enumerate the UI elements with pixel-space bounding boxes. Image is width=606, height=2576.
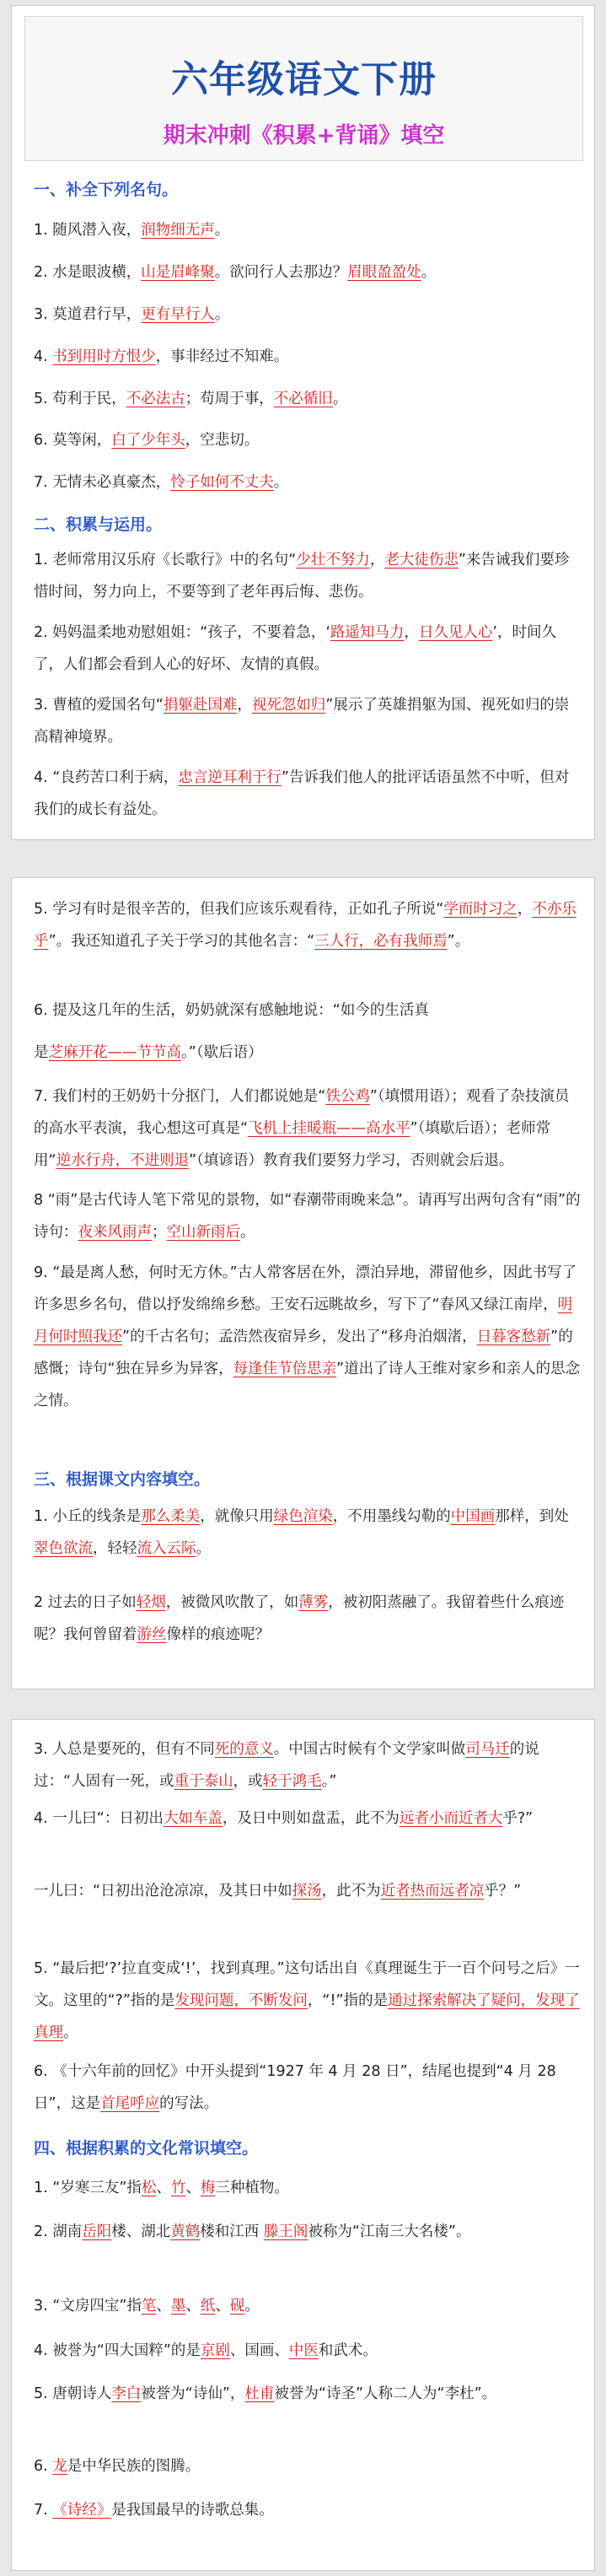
question-text: 8 “雨”是古代诗人笔下常见的景物，如“春潮带雨晚来急”。请再写出两句含有“雨”的诗句：	[34, 1192, 581, 1241]
answer-text: 逆水行舟，不进则退	[56, 1152, 190, 1169]
question-text: 。	[421, 264, 437, 281]
question-text: ”（填歇后语）；老师常用“	[34, 1120, 551, 1169]
section-heading: 三、根据课文内容填空。	[34, 1470, 211, 1489]
question-item	[34, 1184, 582, 1248]
question-text: ”道出了诗人王维对家乡和亲人的思念之情。	[34, 1361, 581, 1409]
question-text: 3. 曹植的爱国名句“	[34, 697, 164, 714]
question-text: 楼、湖北	[111, 2223, 171, 2240]
answer-text: 发现问题，不断发问	[174, 1992, 308, 2009]
question-text: ；苟周于事，	[185, 391, 274, 407]
question-text: ”。	[447, 933, 470, 950]
title-box	[24, 16, 583, 161]
answer-text: 润物细无声	[141, 222, 215, 239]
question-item	[34, 1257, 582, 1417]
question-text: 5. 苟利于民，	[34, 391, 126, 407]
answer-text: 探汤	[292, 1883, 322, 1900]
answer-text: 京剧	[200, 2342, 230, 2359]
answer-text: 老大徒伤悲	[384, 552, 459, 569]
question-item	[34, 341, 582, 373]
answer-text: 少壮不努力	[296, 552, 370, 569]
answer-text: 《诗经》	[52, 2502, 112, 2519]
question-item	[34, 893, 582, 957]
answer-text: 不亦乐乎	[34, 901, 577, 950]
answer-text: 砚	[229, 2298, 245, 2315]
question-text: ，轻轻	[93, 1540, 137, 1557]
question-item	[34, 689, 582, 753]
answer-text: 忠言逆耳利于行	[178, 769, 282, 786]
answer-text: 岳阳	[82, 2223, 112, 2240]
question-text: 2. 妈妈温柔地劝慰姐姐：“孩子，不要着急，‘	[34, 624, 330, 641]
question-item	[34, 994, 582, 1027]
answer-text: 流入云际	[137, 1540, 196, 1557]
question-text: 三种植物。	[215, 2180, 289, 2196]
question-item	[34, 1803, 582, 1835]
answer-text: 绿色渲染	[273, 1508, 333, 1525]
question-item	[34, 1501, 582, 1565]
question-text: ，	[369, 552, 385, 569]
question-text: ”告诉我们他人的批评话语虽然不中听，但对我们的成长有益处。	[34, 769, 570, 818]
question-text: 3. 人总是要死的，但有不同	[34, 1741, 215, 1758]
question-text: ，不用墨线勾勒的	[332, 1508, 451, 1525]
answer-text: 杜甫	[244, 2385, 275, 2402]
question-text: 1. “岁寒三友”指	[34, 2180, 142, 2196]
answer-text: 空山新雨后	[166, 1224, 240, 1241]
question-text: ’，时间久了，人们都会看到人心的好坏、友情的真假。	[34, 624, 556, 673]
question-text: 。欲问行人去那边？	[214, 264, 348, 281]
question-text: 楼和江西	[200, 2223, 264, 2240]
answer-text: 不必循旧	[273, 391, 333, 407]
question-text: 、	[185, 2298, 201, 2315]
section-heading: 四、根据积累的文化常识填空。	[34, 2139, 259, 2158]
question-text: ”（填谚语）教育我们要努力学习，否则就会后退。	[189, 1152, 514, 1169]
question-item	[34, 2056, 582, 2120]
answer-text: 龙	[52, 2458, 67, 2475]
question-item	[34, 2450, 582, 2482]
question-item	[34, 2172, 582, 2204]
question-text: ，	[404, 624, 419, 641]
question-text: ，或	[233, 1773, 263, 1790]
question-item	[34, 256, 582, 288]
answer-text: 死的意义	[214, 1741, 274, 1758]
question-item	[34, 2216, 582, 2248]
question-text: 是中华民族的图腾。	[67, 2458, 201, 2475]
question-text: 2. 水是眼波横，	[34, 264, 142, 281]
question-text: 4. 被誉为“四大国粹”的是	[34, 2342, 201, 2359]
question-text: 像样的痕迹呢？	[166, 1626, 270, 1643]
question-text: ，被初阳蒸融了。我留着些什么痕迹呢？我何曾留着	[34, 1594, 565, 1643]
question-text: 6.	[34, 2458, 53, 2475]
answer-text: 眉眼盈盈处	[347, 264, 421, 281]
question-text: 。”（歇后语）	[181, 1044, 263, 1061]
question-text: 。”	[321, 1773, 337, 1790]
question-text: 、	[185, 2180, 201, 2196]
question-text: 和武术。	[318, 2342, 378, 2359]
question-text: 、	[215, 2298, 230, 2315]
answer-text: 笔	[141, 2298, 157, 2315]
question-text: 。	[214, 306, 230, 323]
question-text: 3. 莫道君行早，	[34, 306, 142, 323]
question-text: 被誉为“诗仙”，	[141, 2385, 245, 2402]
question-item	[34, 2335, 582, 2367]
question-text: 1. 随风潜入夜，	[34, 222, 142, 239]
question-item	[34, 383, 582, 415]
question-text: ，空悲切。	[185, 432, 260, 449]
answer-text: 视死忽如归	[251, 697, 326, 714]
question-text: 7.	[34, 2502, 53, 2519]
answer-text: 怜子如何不丈夫	[170, 474, 274, 491]
question-text: 被誉为“诗圣”人称二人为“李杜”。	[274, 2385, 497, 2402]
answer-text: 中国画	[450, 1508, 496, 1525]
answer-text: 捐躯赴国难	[163, 697, 238, 714]
card-1	[11, 5, 595, 840]
question-text: 5. “最后把‘?’拉直变成‘!’，找到真理。”这句话出自《真理诞生于一百个问号之后》一文。这里的“?”指的是	[34, 1960, 580, 2009]
question-text: 。	[332, 391, 348, 407]
question-text: 7. 我们村的王奶奶十分抠门，人们都说她是“	[34, 1088, 326, 1105]
answer-text: 轻于鸿毛	[262, 1773, 322, 1790]
question-text: ，此不为	[321, 1883, 381, 1900]
question-text: ，事非经过不知难。	[155, 348, 289, 365]
question-text: ，被微风吹散了，如	[165, 1594, 299, 1611]
question-text: ，	[517, 901, 533, 918]
answer-text: 薄雾	[298, 1594, 329, 1611]
question-item	[34, 1875, 582, 1907]
answer-text: 不必法古	[126, 391, 185, 407]
question-text: 6. 《十六年前的回忆》中开头提到“1927 年 4 月 28 日”，结尾也提到“4 月 28 日”，这是	[34, 2063, 556, 2112]
question-text: 一儿曰：“日初出沧沧凉凉，及其日中如	[34, 1883, 292, 1900]
question-text: 4. 一儿曰“：日初出	[34, 1810, 164, 1827]
question-text: ”。我还知道孔子关于学习的其他名言：“	[48, 933, 315, 950]
question-text: 。	[273, 474, 289, 491]
answer-text: 翠色欲流	[34, 1540, 93, 1557]
question-text: 1. 小丘的线条是	[34, 1508, 142, 1525]
question-text: 、国画、	[229, 2342, 289, 2359]
answer-text: 黄鹤	[170, 2223, 201, 2240]
question-text: ”展示了英雄捐躯为国、视死如归的崇高精神境界。	[34, 697, 570, 746]
card-3	[11, 1719, 595, 2571]
answer-text: 梅	[200, 2180, 216, 2196]
answer-text: 学而时习之	[443, 901, 518, 918]
answer-text: 首尾呼应	[100, 2095, 160, 2112]
question-text: 被称为“江南三大名楼”。	[308, 2223, 471, 2240]
question-text: 。	[244, 2298, 260, 2315]
answer-text: 司马迁	[465, 1741, 510, 1758]
answer-text: 大如车盖	[163, 1810, 223, 1827]
answer-text: 更有早行人	[141, 306, 215, 323]
page-subtitle: 期末冲刺《积累+背诵》填空	[163, 123, 445, 148]
answer-text: 通过探索解决了疑问，发现了真理	[34, 1992, 580, 2041]
answer-text: 日久见人心	[418, 624, 493, 641]
question-item	[34, 762, 582, 826]
answer-text: 轻烟	[136, 1594, 166, 1611]
question-text: 。中国古时候有个文学家叫做	[273, 1741, 466, 1758]
question-text: 乎?”	[502, 1810, 534, 1827]
answer-text: 路遥知马力	[330, 624, 405, 641]
question-text: 。	[196, 1540, 211, 1557]
question-text: 的说过：“人固有一死，或	[34, 1741, 539, 1790]
answer-text: 白了少年头	[111, 432, 185, 449]
question-text: 、	[156, 2298, 171, 2315]
answer-text: 夜来风雨声	[78, 1224, 152, 1241]
answer-text: 书到用时方恨少	[52, 348, 156, 365]
answer-text: 远者小而近者大	[399, 1810, 503, 1827]
question-text: 乎？”	[484, 1883, 522, 1900]
question-text: 4.	[34, 348, 53, 365]
question-item	[34, 1081, 582, 1177]
answer-text: 中医	[288, 2342, 319, 2359]
answer-text: 每逢佳节倍思亲	[233, 1361, 337, 1377]
question-item	[34, 214, 582, 246]
question-text: ”（填惯用语）；观看了杂技演员的高水平表演，我心想这可真是“	[34, 1088, 570, 1137]
question-text: 。	[63, 2024, 78, 2041]
answer-text: 铁公鸡	[325, 1088, 370, 1105]
page-title: 六年级语文下册	[171, 58, 437, 101]
question-item	[34, 2494, 582, 2526]
question-text: 3. “文房四宝”指	[34, 2298, 142, 2315]
question-text: 7. 无情未必真豪杰，	[34, 474, 171, 491]
question-text: ，及日中则如盘盂，此不为	[222, 1810, 400, 1827]
question-text: 5. 学习有时是很辛苦的，但我们应该乐观看待，正如孔子所说“	[34, 901, 444, 918]
question-item	[34, 544, 582, 608]
question-text: 。	[214, 222, 230, 239]
question-text: ，“!”指的是	[307, 1992, 389, 2009]
answer-text: 纸	[200, 2298, 216, 2315]
question-text: 2 过去的日子如	[34, 1594, 137, 1611]
question-text: ；	[152, 1224, 167, 1241]
card-2	[11, 877, 595, 1689]
section-heading: 一、补全下列名句。	[34, 181, 179, 199]
question-text: 9. “最是离人愁，何时无方休。”古人常客居在外，漂泊异地，滞留他乡，因此书写了许多思乡名句，借以抒发绵绵乡愁。王安石远眺故乡，写下了“春风又绿江南岸，	[34, 1264, 577, 1313]
question-item	[34, 1733, 582, 1797]
question-item	[34, 2290, 582, 2322]
answer-text: 近者热而远者凉	[380, 1883, 485, 1900]
answer-text: 游丝	[137, 1626, 167, 1643]
question-text: 那样，到处	[495, 1508, 569, 1525]
question-text: 1. 老师常用汉乐府《长歌行》中的名句“	[34, 552, 297, 569]
question-text: 5. 唐朝诗人	[34, 2385, 112, 2402]
question-text: 、	[156, 2180, 171, 2196]
question-item	[34, 2378, 582, 2410]
question-item	[34, 299, 582, 331]
section-heading: 二、积累与运用。	[34, 515, 163, 534]
question-text: 是	[34, 1044, 49, 1061]
question-text: 2. 湖南	[34, 2223, 83, 2240]
question-item	[34, 424, 582, 456]
question-text: 4. “良药苦口利于病，	[34, 769, 179, 786]
question-text: 6. 莫等闲，	[34, 432, 112, 449]
question-text: 的写法。	[159, 2095, 219, 2112]
answer-text: 明月何时照我还	[34, 1296, 573, 1345]
answer-text: 日暮客愁新	[476, 1328, 551, 1345]
answer-text: 芝麻开花——节节高	[48, 1044, 181, 1061]
answer-text: 山是眉峰聚	[141, 264, 215, 281]
question-text: 。	[240, 1224, 255, 1241]
answer-text: 三人行，必有我师焉	[314, 933, 448, 950]
answer-text: 李白	[111, 2385, 142, 2402]
question-text: ”的千古名句；孟浩然夜宿异乡，发出了“移舟泊烟渚，	[122, 1328, 477, 1345]
answer-text: 那么柔美	[141, 1508, 201, 1525]
question-text: ”的感慨；诗句“独在异乡为异客，	[34, 1328, 573, 1377]
question-item	[34, 1037, 582, 1069]
answer-text: 重于泰山	[174, 1773, 233, 1790]
answer-text: 墨	[170, 2298, 186, 2315]
question-item	[34, 1953, 582, 2049]
question-text: ”来告诫我们要珍惜时间，努力向上，不要等到了老年再后悔、悲伤。	[34, 552, 570, 601]
answer-text: 滕王阁	[263, 2223, 308, 2240]
question-text: ，	[237, 697, 252, 714]
question-item	[34, 466, 582, 498]
answer-text: 竹	[170, 2180, 186, 2196]
question-text: 6. 提及这几年的生活，奶奶就深有感触地说：“如今的生活真	[34, 1002, 429, 1019]
question-item	[34, 1587, 582, 1651]
question-text: 是我国最早的诗歌总集。	[111, 2502, 274, 2519]
question-item	[34, 617, 582, 681]
question-text: ，就像只用	[200, 1508, 274, 1525]
answer-text: 飞机上挂暖瓶——高水平	[248, 1120, 410, 1137]
answer-text: 松	[141, 2180, 157, 2196]
